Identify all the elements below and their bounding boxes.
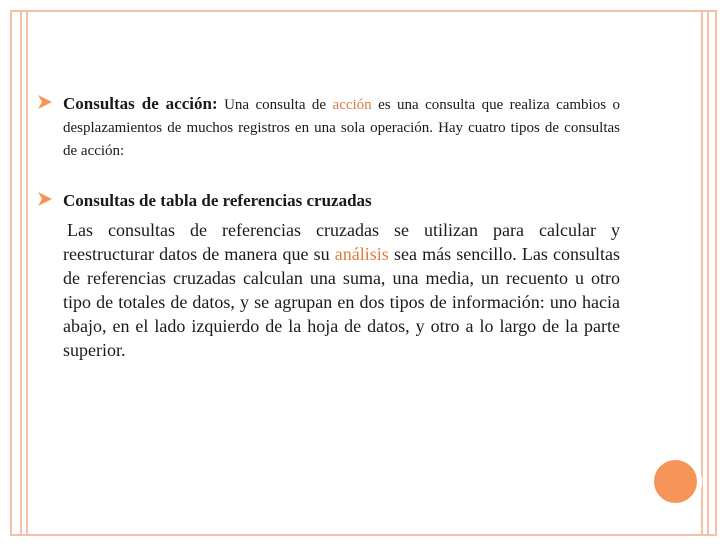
body-paragraph [36,218,620,362]
text-segment: es una consulta que realiza cambios o desplazamientos de muchos registros en una sola operación. Hay cuatro tipos de consultas de acción: [63,97,621,159]
arrow-bullet-icon [36,190,54,208]
bullet-heading: Consultas de tabla de referencias cruzadas [63,191,372,210]
right-rule-inner [701,10,703,536]
accion-link[interactable]: acción [332,97,372,113]
analisis-link[interactable]: análisis [334,244,389,264]
text-segment: Las consultas de referencias cruzadas se utilizan para calcular y reestructurar datos de manera que su [63,220,620,264]
bullet-item-referencias-cruzadas [36,189,620,214]
left-rule-inner [26,10,28,536]
decorative-orange-circle [649,455,702,508]
right-rule-outer [707,10,709,536]
arrow-bullet-icon [36,93,54,111]
text-segment: Una consulta de [217,97,333,113]
bullet-heading: Consultas de acción: [63,94,218,113]
bullet-text [63,189,620,214]
left-rule-outer [20,10,22,536]
bullet-item-consultas-accion [36,92,620,163]
slide-content [36,92,620,380]
bullet-text [63,92,620,163]
text-segment: sea más sencillo. Las consultas de referencias cruzadas calculan una suma, una media, un recuento u otro tipo de totales de datos, y se agrupan en dos tipos de información: uno hacia abajo, en el lado izquierdo de la hoja de datos, y otro a lo largo de la parte superior. [63,244,620,360]
